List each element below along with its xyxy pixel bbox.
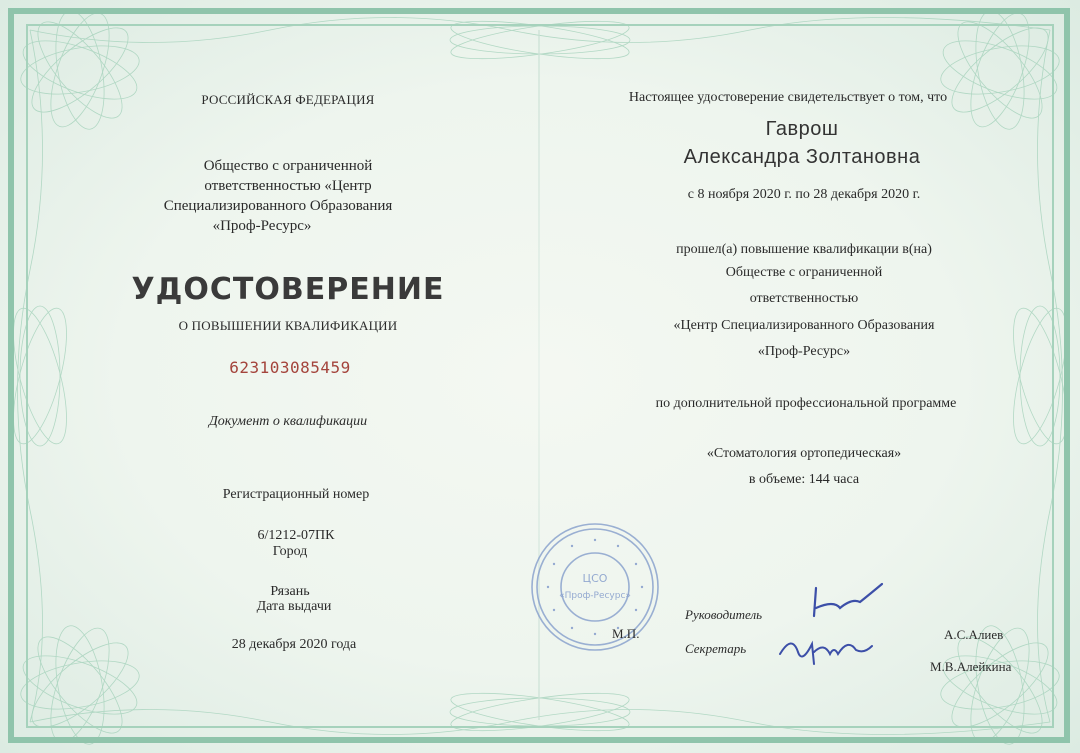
director-signature: [800, 578, 890, 628]
completion-text: прошел(а) повышение квалификации в(на): [676, 242, 932, 257]
program-intro: по дополнительной профессиональной программе: [655, 396, 957, 411]
holder-surname: Гаврош: [765, 118, 839, 140]
stamp-center-bottom: «Проф-Ресурс»: [559, 591, 631, 601]
intro-text: Настоящее удостоверение свидетельствует о том, что: [628, 90, 948, 105]
provider-org-line-3: «Центр Специализированного Образования: [673, 318, 935, 333]
organization-seal-stamp: [528, 520, 662, 654]
provider-org-line-2: ответственностью: [749, 291, 859, 306]
city-value: Рязань: [270, 584, 310, 599]
issuer-org-line-4: «Проф-Ресурс»: [212, 218, 312, 234]
document-type: Документ о квалификации: [208, 414, 368, 429]
program-name: «Стоматология ортопедическая»: [706, 446, 902, 461]
stamp-center-top: ЦСО: [582, 572, 608, 585]
holder-given-names: Александра Золтановна: [683, 146, 921, 168]
issuer-org-line-1: Общество с ограниченной: [203, 158, 373, 174]
seal-place-label: М.П.: [612, 626, 640, 641]
issue-date-label: Дата выдачи: [256, 599, 332, 614]
issue-date: 28 декабря 2020 года: [231, 637, 357, 652]
training-period: с 8 ноября 2020 г. по 28 декабря 2020 г.: [687, 187, 921, 202]
issuer-org-line-2: ответственностью «Центр: [204, 178, 372, 194]
country-name: РОССИЙСКАЯ ФЕДЕРАЦИЯ: [201, 92, 375, 107]
provider-org-line-1: Обществе с ограниченной: [725, 265, 883, 280]
director-name: А.С.Алиев: [944, 627, 1004, 642]
secretary-label: Секретарь: [685, 641, 747, 656]
director-label: Руководитель: [685, 607, 763, 622]
registration-number: 6/1212-07ПК: [257, 528, 335, 543]
serial-number: 623103085459: [229, 358, 351, 377]
provider-org-line-4: «Проф-Ресурс»: [757, 344, 851, 359]
issuer-org-line-3: Специализированного Образования: [163, 198, 393, 214]
city-label: Город: [272, 544, 308, 559]
registration-label: Регистрационный номер: [222, 487, 370, 502]
secretary-name: М.В.Алейкина: [930, 659, 1012, 674]
secretary-signature: [772, 624, 882, 674]
document-title: УДОСТОВЕРЕНИЕ: [131, 272, 445, 307]
document-subtitle: О ПОВЫШЕНИИ КВАЛИФИКАЦИИ: [178, 318, 398, 333]
program-volume: в объеме: 144 часа: [748, 472, 860, 487]
